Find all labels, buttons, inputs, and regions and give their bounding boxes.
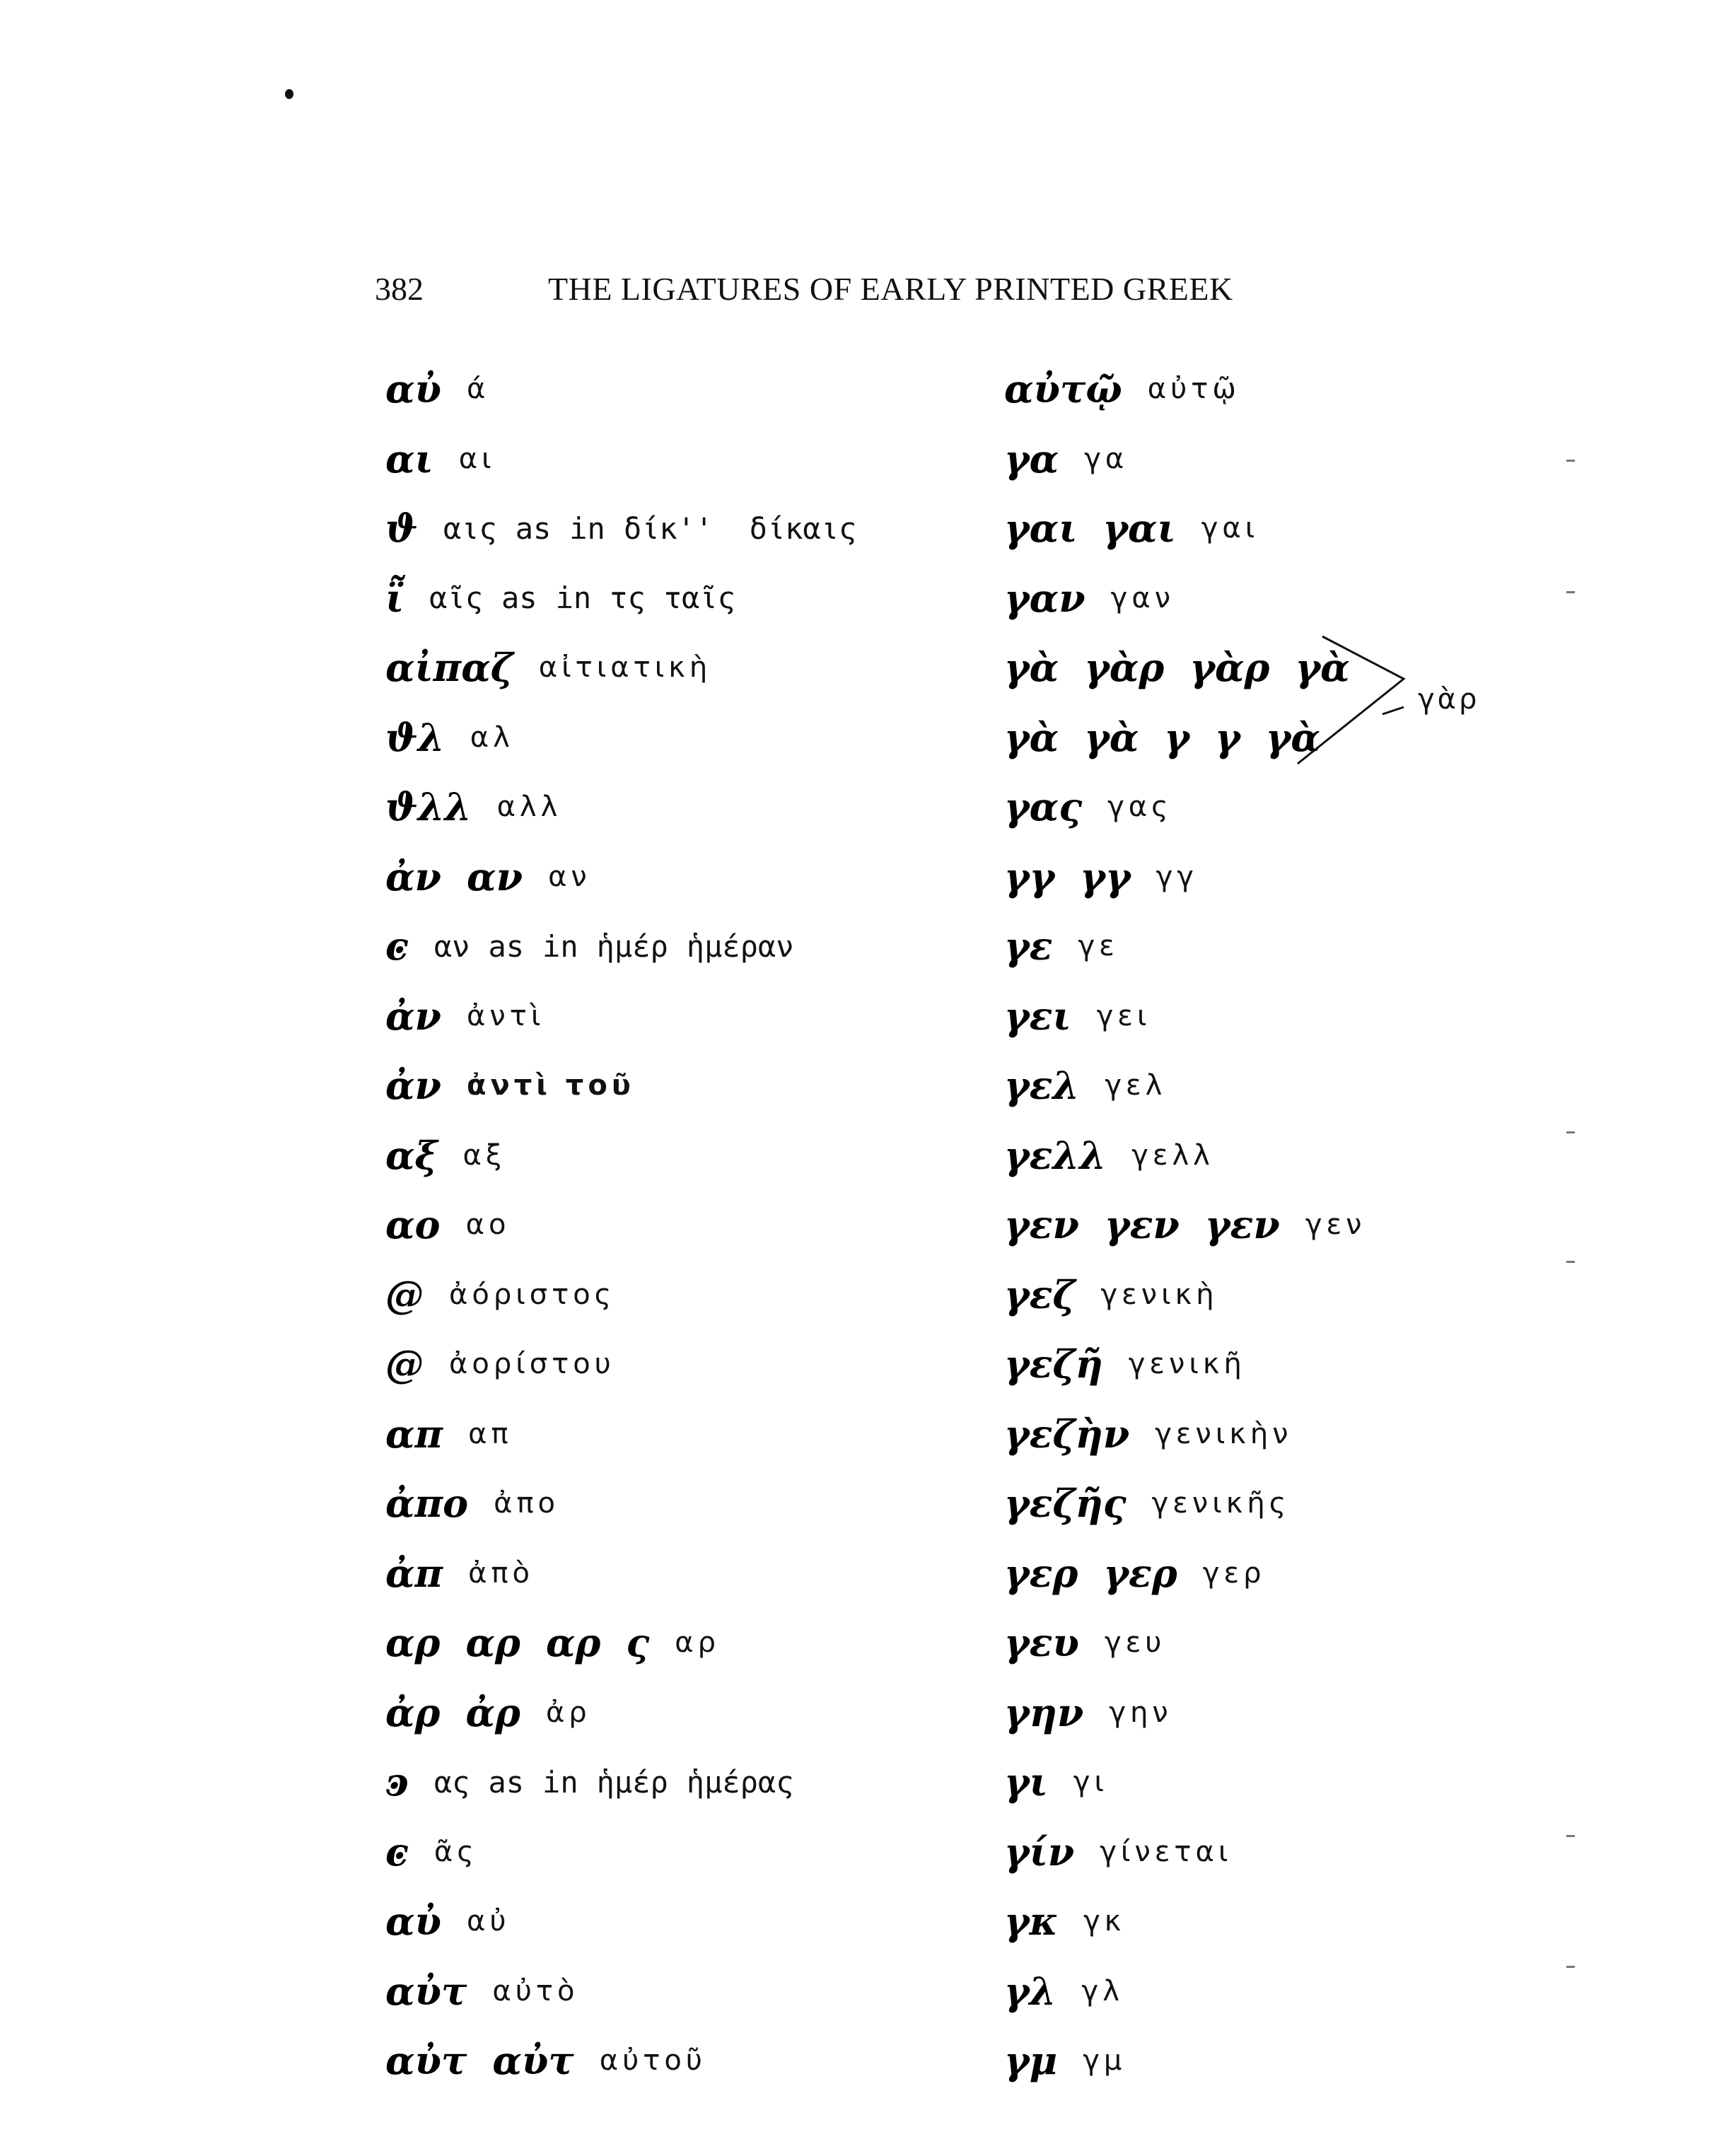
usage-note-word: in [569,511,605,546]
ligature-glyph: γα [1004,436,1059,482]
ligature-glyph: @ [385,1341,424,1387]
right_column-row [1004,1750,1108,1814]
greek-value: αν [548,860,591,893]
ligature-glyph: αν [467,853,523,899]
right_column-row [1004,1193,1366,1257]
greek-value: αὐτοῦ [599,2044,706,2077]
ligature-glyph: γ [1164,714,1190,760]
ligature-glyph: αρ [465,1620,520,1665]
right_column-row [1004,1472,1290,1535]
margin-mark [1566,591,1575,593]
greek-value: αὐτὸ [492,1974,579,2008]
ligature-glyph: ͼ [385,1829,409,1875]
margin-mark [1566,1966,1575,1968]
ligature-glyph: γαν [1004,575,1085,621]
right_column-row [1004,914,1119,978]
greek-value: γγ [1155,860,1198,893]
greek-value: γελλ [1131,1138,1214,1172]
ligature-glyph: γευ [1004,1620,1079,1665]
ligature-glyph: αρ [545,1620,601,1665]
ligature-glyph: ἀρ [385,1689,441,1735]
ligature-glyph: γεζῆ [1004,1341,1103,1387]
ink-speck [285,89,293,99]
usage-note-word: ταῖς [663,581,735,615]
usage-note [429,581,754,615]
usage-note-word: αῖς [429,581,483,615]
left_column-row [385,357,489,421]
ligature-glyph: γὰ [1084,714,1139,760]
usage-note-word: as [488,928,525,964]
greek-value: γενικῆ [1128,1348,1246,1380]
usage-note-word: as [501,581,537,615]
ligature-glyph: ἀν [385,853,442,899]
ligature-glyph: γὰρ [1189,645,1270,690]
ligature-glyph: γην [1004,1689,1084,1735]
ligature-glyph: αὐτ [385,1968,467,2014]
ligature-glyph: αὐτ [385,2038,467,2083]
ligature-glyph: γὰ [1004,645,1059,690]
ligature-glyph: γαι [1102,506,1176,551]
ligature-glyph: γε [1004,923,1053,969]
greek-value: γην [1109,1696,1172,1729]
ligature-glyph: γελλ [1004,1132,1107,1178]
ligature-glyph: αο [385,1202,441,1247]
ligature-glyph: γγ [1080,853,1131,899]
ligature-glyph: γαι [1004,506,1078,551]
right_column-row [1004,1332,1246,1396]
left_column-row [385,636,711,699]
left_column-row [385,706,514,769]
ligature-glyph: γας [1004,784,1083,829]
usage-note-word: in [542,928,578,964]
ligature-glyph: @ [385,1271,424,1317]
greek-value: αὐτῷ [1147,373,1240,405]
ligature-glyph: γεζὴν [1004,1411,1130,1457]
ligature-glyph: γι [1004,1759,1048,1805]
right_column-row [1004,1959,1124,2023]
ligature-glyph: γεζῆς [1004,1481,1127,1526]
greek-value: γας [1107,791,1172,823]
left_column-row [385,1332,615,1396]
left_column-row [385,427,496,491]
ligature-glyph: ἀρ [465,1689,520,1735]
left_column-row [385,1889,511,1953]
usage-note [443,511,875,546]
greek-value: αἰτιατικὴ [538,651,712,684]
left_column-row [385,1263,615,1327]
left_column-row [385,1402,513,1466]
ligature-glyph: ἀπ [385,1550,443,1596]
greek-value: απ [468,1417,513,1450]
left_column-row [385,496,899,560]
ligature-glyph: ͽ [385,1759,409,1805]
greek-value: ᾶς [433,1835,478,1868]
ligature-glyph: γγ [1004,853,1055,899]
greek-value: αρ [675,1626,721,1659]
usage-note-word: αις [443,511,497,546]
ligature-glyph: γκ [1004,1899,1059,1944]
right_column-row [1004,357,1240,421]
usage-note-word: δίκαις [749,511,857,546]
right_column-row [1004,1681,1172,1744]
right_column-row [1004,1611,1165,1674]
ligature-glyph: γελ [1004,1063,1080,1108]
greek-value: αλλ [496,791,562,823]
greek-value: γενικὴ [1100,1278,1218,1311]
right_column-row [1004,706,1346,769]
greek-value: αξ [462,1138,506,1172]
greek-value: γεν [1305,1208,1366,1241]
ligature-glyph: γεν [1204,1202,1280,1247]
right_column-row [1004,427,1128,491]
ligature-glyph: γερ [1004,1550,1078,1596]
margin-mark [1566,1261,1575,1263]
ligature-glyph: γμ [1004,2038,1058,2083]
usage-note-word: δίκ'' [623,511,731,546]
usage-note-word: as [515,511,552,546]
greek-value: γενικῆς [1151,1487,1291,1520]
right_column-row [1004,636,1375,699]
left_column-row [385,845,591,909]
left_column-row [385,1611,720,1674]
greek-value: ἀόριστος [449,1278,616,1311]
running-title: THE LIGATURES OF EARLY PRINTED GREEK [548,271,1233,307]
greek-value: γίνεται [1100,1835,1233,1868]
ligature-glyph: γερ [1103,1550,1177,1596]
usage-note-word: as [488,1764,525,1800]
greek-value: ἀπο [494,1487,560,1520]
right_column-row [1004,566,1175,630]
usage-note-word: ἡμέρ [596,928,668,964]
usage-note-word: ἡμέραν [686,928,794,964]
left_column-row [385,1542,534,1605]
greek-value: ἀπὸ [468,1556,535,1590]
left_column-row [385,1681,591,1744]
greek-value: γμ [1083,2044,1127,2077]
ligature-glyph: ς [626,1620,650,1665]
usage-note-word: τς [610,581,646,615]
usage-note-word: ἡμέρ [596,1764,668,1800]
margin-mark [1566,460,1575,462]
greek-value: γλ [1081,1974,1124,2008]
usage-note-word: in [555,581,592,615]
usage-note-word: ας [433,1764,470,1800]
greek-value: γι [1073,1766,1108,1798]
ligature-glyph: αὐ [385,1899,442,1944]
greek-value: ἀορίστου [449,1348,615,1380]
greek-value: ἀρ [545,1696,591,1729]
usage-note-word: αν [433,928,470,964]
greek-value: γκ [1083,1905,1126,1938]
greek-value: γευ [1104,1626,1166,1659]
greek-value: γαν [1110,581,1175,614]
ligature-glyph: αρ [385,1620,441,1665]
greek-value: γερ [1202,1556,1266,1590]
ligature-glyph: αὐτῷ [1004,366,1122,412]
right_column-row [1004,1054,1166,1117]
left_column-row [385,1124,506,1187]
left_column-row [385,2029,706,2092]
greek-value: γελ [1105,1069,1167,1102]
ligature-glyph: ἀπο [385,1481,469,1526]
right_column-row [1004,1402,1293,1466]
usage-note-word: in [542,1764,578,1800]
ligature-glyph: ϑλ [385,714,445,760]
greek-value: γαι [1201,512,1259,544]
ligature-glyph: γεζ [1004,1271,1076,1317]
usage-note [434,1765,813,1800]
greek-value: ά [467,373,490,405]
ligature-glyph: γ [1215,714,1240,760]
greek-value: αο [465,1208,511,1241]
greek-value: γει [1096,999,1151,1032]
margin-mark [1566,1835,1575,1837]
ligature-glyph: γλ [1004,1968,1056,2014]
ligature-glyph: γεν [1004,1202,1079,1247]
right_column-row [1004,1889,1125,1953]
ligature-glyph: αἰπαζ [385,645,513,690]
ligature-glyph: ἀν [385,993,442,1039]
right_column-row [1004,1820,1232,1884]
greek-value: αι [458,442,496,475]
right_column-row [1004,2029,1126,2092]
ligature-glyph: αξ [385,1132,438,1178]
left_column-row [385,914,837,978]
ligature-glyph: αι [385,436,433,482]
ligature-glyph: γει [1004,993,1071,1039]
right_column-row [1004,1542,1265,1605]
left_column-row [385,775,561,839]
page-header [375,270,1407,313]
right_column-row [1004,1124,1214,1187]
ligature-glyph: ϑ [385,506,418,551]
ligature-glyph: αὐτ [492,2038,574,2083]
greek-value: γα [1084,442,1129,475]
ligature-glyph: γὰ [1265,714,1320,760]
ligature-glyph: ͼ [385,923,409,969]
greek-value: ἀντὶ [467,999,545,1032]
ligature-glyph: ϑλλ [385,784,472,829]
left_column-row [385,1750,837,1814]
right_column-row [1004,845,1198,909]
right_column-row [1004,775,1172,839]
left_column-row [385,1472,559,1535]
gar-brace-tick [1382,707,1404,714]
gar-label: γὰρ [1418,683,1480,716]
left_column-row [385,1959,578,2023]
ligature-glyph: γίν [1004,1829,1075,1875]
left_column-row [385,984,545,1048]
ligature-glyph: ἀν [385,1063,442,1108]
right_column-row [1004,1263,1218,1327]
usage-note-word: ἡμέρας [686,1764,794,1800]
left_column-row [385,1820,478,1884]
right_column-row [1004,984,1151,1048]
greek-value: ἀντὶ τοῦ [467,1069,635,1102]
ligature-glyph: ῗ [385,575,404,621]
page-number: 382 [375,271,424,307]
ligature-glyph: γεν [1104,1202,1180,1247]
ligature-glyph: γὰρ [1084,645,1165,690]
ligature-glyph: γὰ [1004,714,1059,760]
greek-value: αλ [470,721,514,754]
greek-value: αὐ [467,1905,511,1938]
left_column-row [385,566,778,630]
margin-mark [1566,1131,1575,1134]
right_column-row [1004,496,1259,560]
usage-note [434,929,813,964]
ligature-glyph: γὰ [1295,645,1350,690]
left_column-row [385,1054,635,1117]
ligature-glyph: απ [385,1411,443,1457]
ligature-glyph: αὐ [385,366,442,412]
greek-value: γενικὴν [1155,1417,1293,1450]
left_column-row [385,1193,510,1257]
greek-value: γε [1078,930,1119,962]
